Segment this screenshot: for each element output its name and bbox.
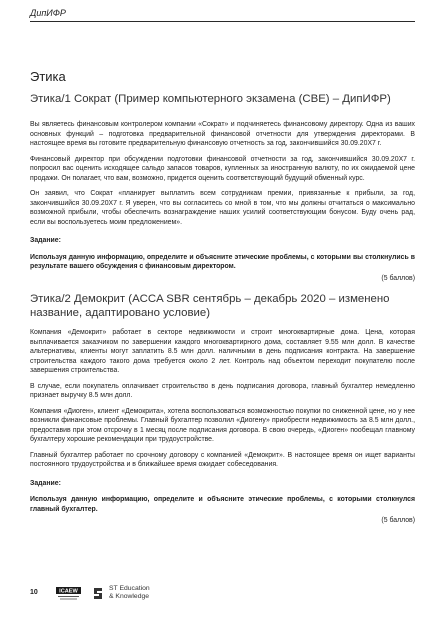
- case-2-score: (5 баллов): [381, 517, 415, 524]
- case-1-task-label: Задание:: [30, 237, 61, 244]
- case-2-paragraph: Компания «Демокрит» работает в секторе недвижимости и строит многоквартирные дома. Цена, которая выплачивается заказчиком по завершении каждого многоквартирного дома, составляет 9.55 млн долл. В качестве альтернативы, клиенты могут заплатить 8.5 млн долл. наличными в день подписания контракта. На завершение строительства каждого такого дома требуется около 2 лет. Контроль над объектом переходит покупателю после завершения строительства.: [30, 329, 415, 374]
- st-education-logo-text: [109, 585, 150, 601]
- case-2-paragraph: Компания «Диоген», клиент «Демокрита», хотела воспользоваться возможностью покупки по сниженной цене, но у нее возникли финансовые проблемы. Главный бухгалтер позволил «Диогену» приобрести недвижимость за 8.5 млн долл., предоставив при этом отсрочку в 1 месяц после подписания договора. В свою очередь, «Диоген» пообещал главному бухгалтеру хорошие рекомендации при трудоустройстве.: [30, 407, 415, 443]
- icaew-logo: [55, 585, 82, 602]
- page-footer: [30, 585, 230, 603]
- case-1-paragraph: Вы являетесь финансовым контролером компании «Сократ» и подчиняетесь финансовому директору. Одна из ваших основных функций – подготовка предварительной финансовой отчетности для утверждения директорами. В настоящее время вы готовите предварительную финансовую отчетность за год, закончившийся 30.09.20Х7 г.: [30, 121, 415, 147]
- st-education-logo-icon: [90, 585, 106, 602]
- case-2: [30, 292, 415, 526]
- case-1-score: (5 баллов): [381, 274, 415, 282]
- section-title: Этика: [30, 69, 66, 84]
- header-title: ДипИФР: [30, 8, 66, 18]
- main-content: [30, 92, 415, 535]
- case-1-paragraph: Финансовый директор при обсуждении подготовки финансовой отчетности за год, закончившийся 30.09.20Х7 г. попросил вас оценить исходящее сальдо запасов товаров, купленных за иностранную валюту, по их ожидаемой цене продажи. Он полагает, что вам, возможно, придется оценить соответствующий будущий обменный курс.: [30, 155, 415, 182]
- page-number: 10: [30, 589, 38, 596]
- case-1: [30, 92, 415, 283]
- case-2-task-label: Задание:: [30, 479, 61, 487]
- header-divider: [30, 21, 415, 22]
- case-2-paragraph: Главный бухгалтер работает по срочному договору с компанией «Демокрит». В настоящее время он ищет варианты постоянного трудоустройства и в ближайшее время ожидает собеседования.: [30, 451, 415, 468]
- case-2-paragraph: В случае, если покупатель оплачивает строительство в день подписания договора, главный бухгалтер немедленно признает выручку 8.5 млн долл.: [30, 382, 415, 399]
- case-1-paragraph: Он заявил, что Сократ «планирует выплатить всем сотрудникам премии, привязанные к прибыли, за год, закончившийся 30.09.20Х7 г. Я уверен, что вы согласитесь со мной в том, что мы должны отчитаться о максимально возможной прибыли, чтобы обеспечить вознаграждение наших усилий соответствующим бонусом. Буду очень рад, если вы воспользуетесь моим предложением».: [30, 190, 415, 226]
- case-2-task-text: Используя данную информацию, определите и объясните этические проблемы, с которыми столкнулся главный бухгалтер.: [30, 496, 415, 513]
- st-logo-line-2: & Knowledge: [109, 593, 150, 600]
- st-logo-line-1: ST Education: [109, 585, 150, 592]
- icaew-logo-text: ICAEW: [59, 588, 78, 595]
- case-1-task-text: Используя данную информацию, определите и объясните этические проблемы, с которыми вы столкнулись в результате вашего обсуждения с финансовым директором.: [30, 253, 415, 270]
- case-1-title: Этика/1 Сократ (Пример компьютерного экзамена (СВЕ) – ДипИФР): [30, 93, 391, 105]
- case-2-title: Этика/2 Демокрит (ACCA SBR сентябрь – декабрь 2020 – изменено название, адаптировано условие): [30, 293, 390, 319]
